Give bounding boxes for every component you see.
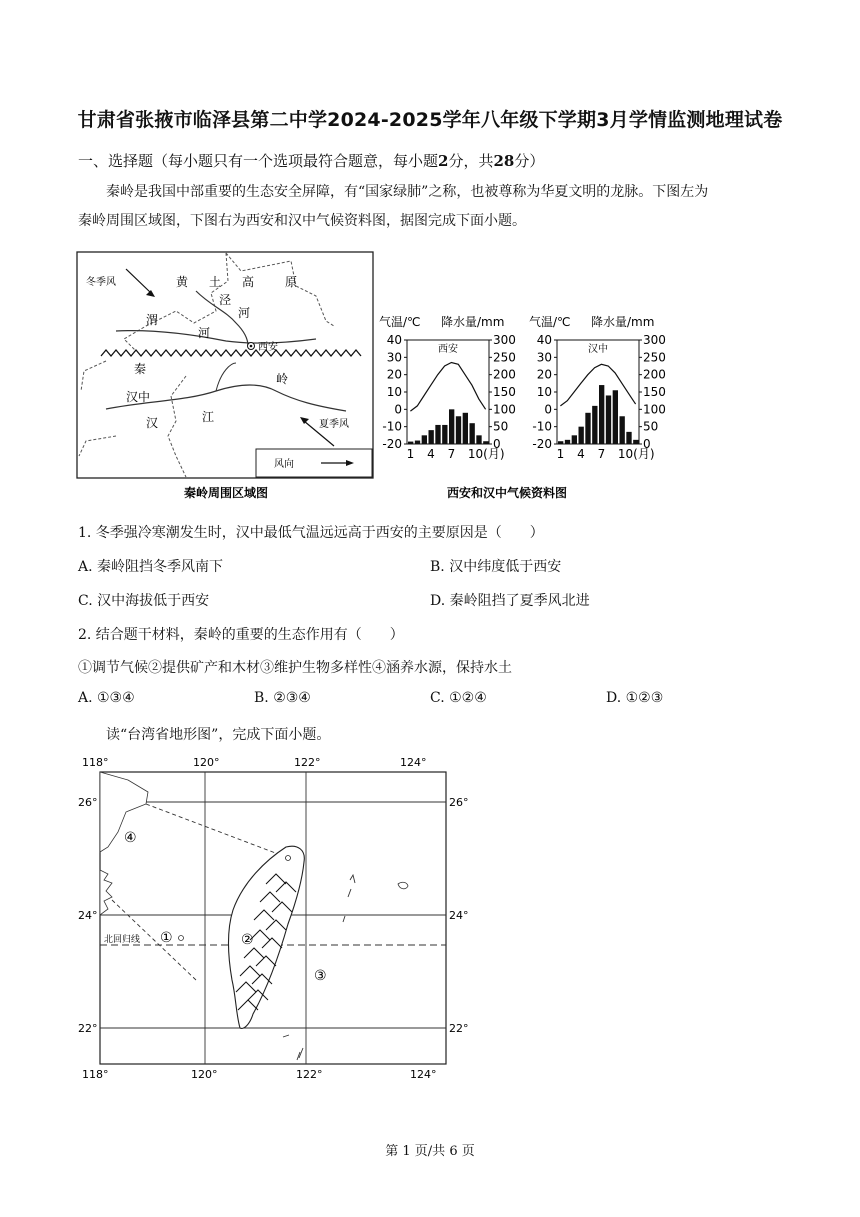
q1-option-d[interactable]: D. 秦岭阻挡了夏季风北进 (430, 593, 590, 609)
precip-tick-label: 300 (643, 333, 666, 347)
q1-option-a[interactable]: A. 秦岭阻挡冬季风南下 (78, 559, 224, 575)
temp-tick-label: -20 (532, 437, 552, 451)
lat-label-26-left: 26° (78, 796, 98, 809)
temp-tick-label: 40 (536, 333, 552, 347)
precip-tick-label: 0 (643, 437, 651, 451)
precip-bar (579, 427, 584, 444)
intro-paragraph-1 (78, 178, 798, 236)
plot-frame (407, 340, 489, 444)
precip-tick-label: 150 (493, 385, 516, 399)
qinling-region-map (76, 251, 376, 503)
lat-label-22-left: 22° (78, 1022, 98, 1035)
precip-bar (442, 425, 447, 444)
q2-option-b[interactable]: B. ②③④ (254, 690, 311, 706)
lat-label-22-right: 22° (449, 1022, 469, 1035)
precip-bar (476, 435, 481, 444)
precip-bar (456, 416, 461, 444)
label-han: 汉 (146, 416, 159, 430)
temp-tick-label: 40 (386, 333, 402, 347)
precip-tick-label: 150 (643, 385, 666, 399)
precip-bar (429, 430, 434, 444)
temp-tick-label: -20 (382, 437, 402, 451)
temp-tick-label: 20 (386, 367, 402, 382)
precip-bar (470, 423, 475, 444)
precip-bar (626, 432, 631, 444)
label-ling: 岭 (276, 372, 289, 386)
temp-tick-label: 0 (544, 402, 552, 417)
precip-tick-label: 100 (643, 402, 666, 417)
lon-label-122-bottom: 122° (296, 1068, 323, 1081)
temp-tick-label: 20 (536, 367, 552, 382)
label-winter-monsoon: 冬季风 (86, 277, 116, 288)
label-tu: 土 (209, 275, 222, 289)
lon-label-122-top: 122° (294, 756, 321, 769)
question-2-items: ①调节气候②提供矿产和木材③维护生物多样性④涵养水源，保持水土 (78, 660, 512, 676)
precip-bar (415, 441, 420, 444)
label-xian: 西安 (258, 342, 278, 353)
region-3: ③ (314, 968, 327, 984)
precip-bar (463, 413, 468, 444)
temp-axis-label: 气温/℃ (529, 315, 571, 329)
q1-option-c[interactable]: C. 汉中海拔低于西安 (78, 593, 210, 609)
legend-wind-direction: 风向 (274, 459, 294, 470)
lat-label-24-left: 24° (78, 909, 98, 922)
xian-climate-chart (379, 314, 516, 461)
label-hanzhong: 汉中 (126, 390, 151, 404)
q2-option-c[interactable]: C. ①②④ (430, 690, 487, 706)
precip-tick-label: 50 (493, 419, 509, 434)
region-1: ① (160, 930, 173, 946)
q2-option-a[interactable]: A. ①③④ (78, 690, 135, 706)
station-name: 西安 (438, 344, 458, 355)
precip-axis-label: 降水量/mm (441, 315, 505, 329)
lon-label-120-top: 120° (193, 756, 220, 769)
month-tick-label: 10(月) (617, 447, 655, 461)
precip-bar (599, 385, 604, 444)
question-1-stem: 1. 冬季强冷寒潮发生时，汉中最低气温远远高于西安的主要原因是（ ） (78, 525, 544, 541)
temp-tick-label: 10 (386, 385, 402, 399)
precip-bar (620, 416, 625, 444)
precip-bar (483, 441, 488, 444)
label-jing: 泾 (219, 293, 232, 307)
climate-caption: 西安和汉中气候资料图 (446, 486, 568, 500)
label-wei: 渭 (146, 313, 159, 327)
temp-tick-label: 0 (394, 402, 402, 417)
temp-axis-label: 气温/℃ (379, 315, 421, 329)
precip-bar (422, 435, 427, 444)
temp-tick-label: 30 (386, 350, 402, 365)
month-tick-label: 10(月) (467, 447, 505, 461)
lon-label-124-bottom: 124° (410, 1068, 437, 1081)
label-wei-he: 河 (198, 326, 211, 340)
label-huang: 黄 (176, 275, 189, 289)
temp-tick-label: 30 (536, 350, 552, 365)
q1-option-b[interactable]: B. 汉中纬度低于西安 (430, 559, 562, 575)
station-name: 汉中 (588, 344, 608, 355)
page-title: 甘肃省张掖市临泽县第二中学2024-2025学年八年级下学期3月学情监测地理试卷 (77, 109, 783, 131)
intro-paragraph-2: 读“台湾省地形图”，完成下面小题。 (106, 727, 331, 743)
lon-label-118-bottom: 118° (82, 1068, 109, 1081)
precip-tick-label: 250 (643, 350, 666, 365)
label-summer-monsoon: 夏季风 (319, 419, 349, 430)
month-tick-label: 1 (406, 447, 415, 461)
precip-bar (408, 442, 413, 444)
label-qin: 秦 (134, 362, 147, 376)
page-footer: 第 1 页/共 6 页 (385, 1144, 475, 1159)
intro-line-2: 秦岭周围区域图，下图右为西安和汉中气候资料图，据图完成下面小题。 (78, 213, 526, 229)
hanzhong-climate-chart (529, 314, 666, 461)
temperature-line (560, 364, 635, 406)
precip-axis-label: 降水量/mm (591, 315, 655, 329)
precip-tick-label: 200 (643, 367, 666, 382)
precip-bar (449, 409, 454, 444)
question-2-stem: 2. 结合题干材料，秦岭的重要的生态作用有（ ） (78, 627, 404, 643)
tropic-of-cancer-label: 北回归线 (104, 935, 141, 945)
temp-tick-label: 10 (536, 385, 552, 399)
month-tick-label: 1 (556, 447, 565, 461)
temperature-line (410, 363, 485, 412)
lat-label-24-right: 24° (449, 909, 469, 922)
precip-bar (592, 406, 597, 444)
precip-bar (565, 440, 570, 444)
label-jing-he: 河 (238, 306, 251, 320)
climate-charts (377, 310, 677, 503)
lat-label-26-right: 26° (449, 796, 469, 809)
precip-tick-label: 250 (493, 350, 516, 365)
lon-label-124-top: 124° (400, 756, 427, 769)
precip-tick-label: 50 (643, 419, 659, 434)
precip-tick-label: 300 (493, 333, 516, 347)
label-jiang: 江 (202, 410, 215, 424)
precip-bar (572, 435, 577, 444)
month-tick-label: 7 (447, 447, 456, 461)
q2-option-d[interactable]: D. ①②③ (606, 690, 664, 706)
precip-tick-label: 0 (493, 437, 501, 451)
temp-tick-label: -10 (532, 419, 552, 434)
taiwan-topographic-map (78, 752, 478, 1084)
month-tick-label: 4 (577, 447, 585, 461)
lon-label-118-top: 118° (82, 756, 109, 769)
precip-bar (633, 440, 638, 444)
precip-bar (585, 413, 590, 444)
map1-caption: 秦岭周围区域图 (183, 486, 269, 500)
label-yuan: 原 (285, 275, 298, 289)
month-tick-label: 7 (597, 447, 606, 461)
temp-tick-label: -10 (382, 419, 402, 434)
section-heading: 一、选择题（每小题只有一个选项最符合题意，每小题2分，共28分） (78, 152, 545, 170)
plot-frame (557, 340, 639, 444)
intro-line-1: 秦岭是我国中部重要的生态安全屏障，有“国家绿肺”之称，也被尊称为华夏文明的龙脉。下图左为 (106, 184, 709, 200)
precip-tick-label: 200 (493, 367, 516, 382)
region-4: ④ (124, 830, 137, 846)
lon-label-120-bottom: 120° (191, 1068, 218, 1081)
region-2: ② (241, 932, 254, 948)
precip-bar (606, 395, 611, 444)
precip-tick-label: 100 (493, 402, 516, 417)
label-gao: 高 (242, 275, 255, 289)
precip-bar (558, 441, 563, 444)
month-tick-label: 4 (427, 447, 435, 461)
precip-bar (613, 390, 618, 444)
precip-bar (435, 425, 440, 444)
